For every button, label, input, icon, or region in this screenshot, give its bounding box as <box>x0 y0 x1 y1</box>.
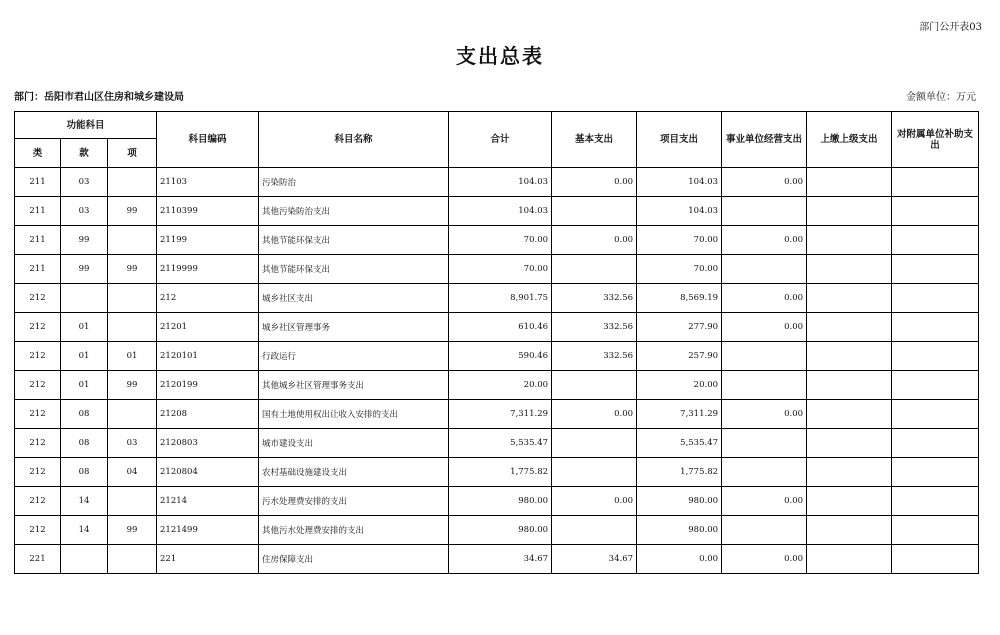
cell-kuan: 14 <box>61 516 108 545</box>
cell-basic <box>552 516 637 545</box>
cell-kuan: 99 <box>61 255 108 284</box>
cell-lei: 212 <box>15 371 61 400</box>
cell-xiang <box>108 313 157 342</box>
cell-code: 2120804 <box>157 458 259 487</box>
cell-lei: 212 <box>15 487 61 516</box>
cell-business <box>722 516 807 545</box>
cell-name: 城市建设支出 <box>259 429 449 458</box>
table-row <box>15 168 979 197</box>
cell-business: 0.00 <box>722 487 807 516</box>
cell-lei: 212 <box>15 458 61 487</box>
table-row <box>15 400 979 429</box>
cell-remit <box>807 197 892 226</box>
cell-name: 住房保障支出 <box>259 545 449 574</box>
cell-name: 国有土地使用权出让收入安排的支出 <box>259 400 449 429</box>
corner-id: 部门公开表03 <box>919 22 982 33</box>
table-row <box>15 487 979 516</box>
cell-name: 行政运行 <box>259 342 449 371</box>
cell-name: 城乡社区管理事务 <box>259 313 449 342</box>
cell-remit <box>807 255 892 284</box>
cell-xiang <box>108 400 157 429</box>
cell-name: 城乡社区支出 <box>259 284 449 313</box>
cell-project: 5,535.47 <box>637 429 722 458</box>
cell-code: 21103 <box>157 168 259 197</box>
cell-project: 20.00 <box>637 371 722 400</box>
header-func-subject: 功能科目 <box>15 112 157 139</box>
cell-total: 70.00 <box>449 226 552 255</box>
cell-basic: 332.56 <box>552 284 637 313</box>
cell-code: 2120199 <box>157 371 259 400</box>
cell-total: 980.00 <box>449 516 552 545</box>
cell-lei: 211 <box>15 226 61 255</box>
cell-name: 其他节能环保支出 <box>259 226 449 255</box>
cell-total: 70.00 <box>449 255 552 284</box>
cell-code: 2119999 <box>157 255 259 284</box>
cell-remit <box>807 487 892 516</box>
cell-subsidy <box>892 342 979 371</box>
cell-lei: 211 <box>15 197 61 226</box>
cell-business: 0.00 <box>722 400 807 429</box>
cell-kuan: 03 <box>61 197 108 226</box>
cell-subsidy <box>892 255 979 284</box>
cell-remit <box>807 429 892 458</box>
header-basic: 基本支出 <box>552 112 637 168</box>
header-total: 合计 <box>449 112 552 168</box>
cell-business: 0.00 <box>722 545 807 574</box>
cell-xiang: 99 <box>108 197 157 226</box>
header-kuan: 款 <box>61 139 108 168</box>
cell-remit <box>807 342 892 371</box>
cell-total: 8,901.75 <box>449 284 552 313</box>
cell-code: 21201 <box>157 313 259 342</box>
cell-business <box>722 371 807 400</box>
cell-business: 0.00 <box>722 284 807 313</box>
cell-kuan <box>61 545 108 574</box>
unit-label: 金额单位：万元 <box>906 92 976 103</box>
header-name: 科目名称 <box>259 112 449 168</box>
cell-project: 0.00 <box>637 545 722 574</box>
cell-lei: 221 <box>15 545 61 574</box>
cell-kuan <box>61 284 108 313</box>
cell-remit <box>807 371 892 400</box>
cell-business: 0.00 <box>722 226 807 255</box>
cell-project: 980.00 <box>637 516 722 545</box>
header-remit: 上缴上级支出 <box>807 112 892 168</box>
cell-total: 7,311.29 <box>449 400 552 429</box>
header-xiang: 项 <box>108 139 157 168</box>
cell-basic: 0.00 <box>552 168 637 197</box>
cell-name: 其他城乡社区管理事务支出 <box>259 371 449 400</box>
cell-subsidy <box>892 487 979 516</box>
cell-total: 1,775.82 <box>449 458 552 487</box>
cell-total: 104.03 <box>449 168 552 197</box>
cell-lei: 212 <box>15 313 61 342</box>
cell-business <box>722 458 807 487</box>
table-row <box>15 255 979 284</box>
cell-subsidy <box>892 313 979 342</box>
cell-subsidy <box>892 429 979 458</box>
cell-project: 70.00 <box>637 226 722 255</box>
department-label: 部门：岳阳市君山区住房和城乡建设局 <box>14 92 184 103</box>
header-subsidy: 对附属单位补助支出 <box>892 112 979 168</box>
cell-basic: 0.00 <box>552 400 637 429</box>
cell-kuan: 14 <box>61 487 108 516</box>
cell-kuan: 03 <box>61 168 108 197</box>
table-row <box>15 458 979 487</box>
cell-name: 其他污染防治支出 <box>259 197 449 226</box>
cell-subsidy <box>892 458 979 487</box>
table-row <box>15 371 979 400</box>
table-row <box>15 226 979 255</box>
cell-code: 212 <box>157 284 259 313</box>
cell-xiang <box>108 168 157 197</box>
cell-project: 257.90 <box>637 342 722 371</box>
cell-code: 21208 <box>157 400 259 429</box>
cell-basic <box>552 371 637 400</box>
cell-basic: 332.56 <box>552 313 637 342</box>
cell-total: 590.46 <box>449 342 552 371</box>
header-business: 事业单位经营支出 <box>722 112 807 168</box>
cell-total: 104.03 <box>449 197 552 226</box>
cell-name: 污水处理费安排的支出 <box>259 487 449 516</box>
table-header <box>15 112 979 168</box>
cell-project: 980.00 <box>637 487 722 516</box>
cell-code: 221 <box>157 545 259 574</box>
cell-basic: 0.00 <box>552 487 637 516</box>
cell-basic <box>552 458 637 487</box>
cell-total: 610.46 <box>449 313 552 342</box>
cell-total: 20.00 <box>449 371 552 400</box>
cell-total: 980.00 <box>449 487 552 516</box>
cell-subsidy <box>892 516 979 545</box>
cell-subsidy <box>892 371 979 400</box>
cell-xiang <box>108 545 157 574</box>
cell-total: 34.67 <box>449 545 552 574</box>
cell-lei: 211 <box>15 255 61 284</box>
cell-project: 8,569.19 <box>637 284 722 313</box>
cell-business: 0.00 <box>722 168 807 197</box>
cell-subsidy <box>892 545 979 574</box>
cell-xiang <box>108 284 157 313</box>
cell-remit <box>807 168 892 197</box>
cell-kuan: 08 <box>61 400 108 429</box>
cell-kuan: 99 <box>61 226 108 255</box>
cell-business: 0.00 <box>722 313 807 342</box>
cell-name: 其他节能环保支出 <box>259 255 449 284</box>
cell-business <box>722 342 807 371</box>
cell-xiang: 99 <box>108 255 157 284</box>
cell-xiang: 04 <box>108 458 157 487</box>
header-project: 项目支出 <box>637 112 722 168</box>
cell-lei: 212 <box>15 429 61 458</box>
cell-project: 104.03 <box>637 197 722 226</box>
cell-subsidy <box>892 197 979 226</box>
cell-kuan: 08 <box>61 458 108 487</box>
cell-kuan: 01 <box>61 313 108 342</box>
cell-code: 2120803 <box>157 429 259 458</box>
cell-basic <box>552 429 637 458</box>
cell-xiang: 99 <box>108 516 157 545</box>
cell-subsidy <box>892 400 979 429</box>
table-body <box>15 168 979 574</box>
cell-code: 2110399 <box>157 197 259 226</box>
cell-code: 2121499 <box>157 516 259 545</box>
table-row <box>15 516 979 545</box>
cell-business <box>722 197 807 226</box>
table-row <box>15 342 979 371</box>
cell-project: 104.03 <box>637 168 722 197</box>
cell-code: 21199 <box>157 226 259 255</box>
cell-subsidy <box>892 284 979 313</box>
cell-remit <box>807 226 892 255</box>
cell-basic: 34.67 <box>552 545 637 574</box>
cell-lei: 212 <box>15 284 61 313</box>
cell-remit <box>807 458 892 487</box>
cell-project: 70.00 <box>637 255 722 284</box>
cell-name: 农村基础设施建设支出 <box>259 458 449 487</box>
header-lei: 类 <box>15 139 61 168</box>
cell-xiang: 99 <box>108 371 157 400</box>
cell-basic <box>552 197 637 226</box>
cell-xiang: 01 <box>108 342 157 371</box>
cell-project: 277.90 <box>637 313 722 342</box>
cell-xiang: 03 <box>108 429 157 458</box>
cell-xiang <box>108 487 157 516</box>
cell-code: 2120101 <box>157 342 259 371</box>
table-row <box>15 429 979 458</box>
cell-basic <box>552 255 637 284</box>
expenditure-table <box>14 111 979 574</box>
cell-basic: 332.56 <box>552 342 637 371</box>
cell-kuan: 08 <box>61 429 108 458</box>
cell-remit <box>807 516 892 545</box>
cell-kuan: 01 <box>61 342 108 371</box>
cell-name: 其他污水处理费安排的支出 <box>259 516 449 545</box>
cell-xiang <box>108 226 157 255</box>
cell-project: 7,311.29 <box>637 400 722 429</box>
cell-project: 1,775.82 <box>637 458 722 487</box>
cell-subsidy <box>892 226 979 255</box>
table-row <box>15 284 979 313</box>
cell-lei: 211 <box>15 168 61 197</box>
cell-name: 污染防治 <box>259 168 449 197</box>
page-title: 支出总表 <box>456 44 544 68</box>
cell-remit <box>807 284 892 313</box>
cell-code: 21214 <box>157 487 259 516</box>
cell-basic: 0.00 <box>552 226 637 255</box>
table-row <box>15 545 979 574</box>
cell-subsidy <box>892 168 979 197</box>
table-row <box>15 313 979 342</box>
cell-lei: 212 <box>15 400 61 429</box>
header-code: 科目编码 <box>157 112 259 168</box>
cell-business <box>722 255 807 284</box>
cell-remit <box>807 545 892 574</box>
cell-business <box>722 429 807 458</box>
cell-remit <box>807 313 892 342</box>
cell-total: 5,535.47 <box>449 429 552 458</box>
cell-remit <box>807 400 892 429</box>
table-row <box>15 197 979 226</box>
cell-lei: 212 <box>15 342 61 371</box>
cell-kuan: 01 <box>61 371 108 400</box>
cell-lei: 212 <box>15 516 61 545</box>
